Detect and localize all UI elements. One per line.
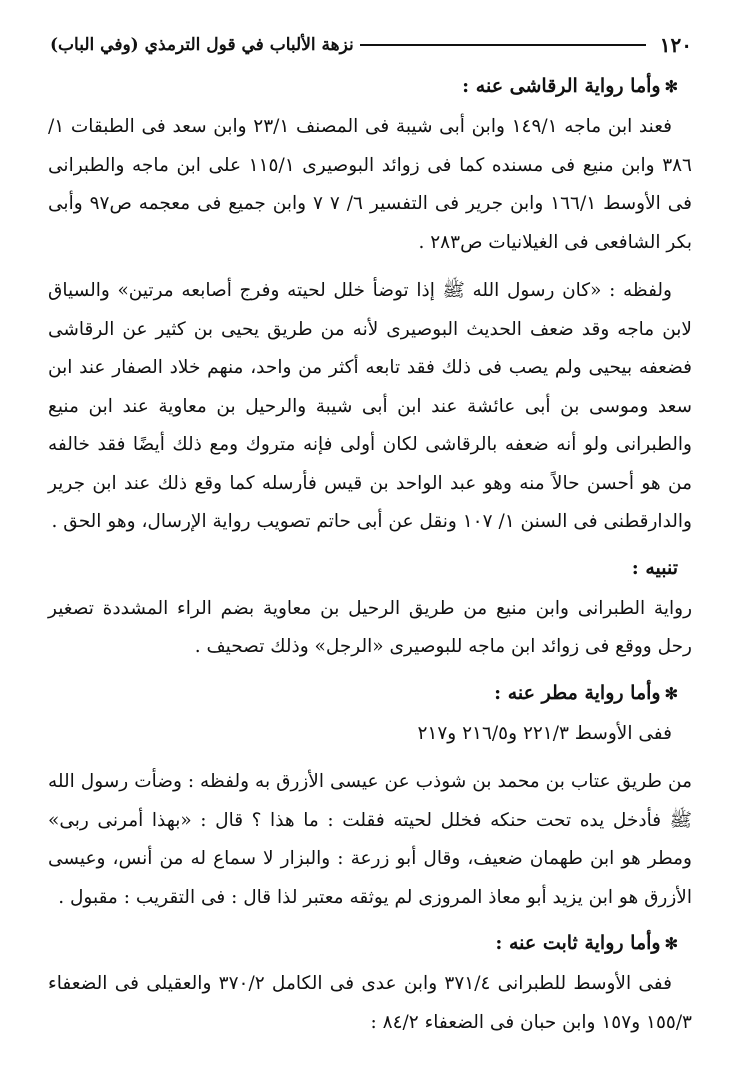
section-heading-raqashi: ✻وأما رواية الرقاشى عنه : [462, 75, 678, 97]
book-title: نزهة الألباب في قول الترمذي (وفي الباب) [50, 35, 354, 55]
paragraph-matar-sources: ففى الأوسط ٢٢١/٣ و٢١٦/٥ و٢١٧ [417, 722, 672, 744]
running-header [50, 30, 692, 60]
page-number: ١٢٠ [659, 33, 692, 57]
paragraph-matar-wording: من طريق عتاب بن محمد بن شوذب عن عيسى الأزرق به ولفظه : وضأت رسول الله ﷺ فأدخل يده تحت حنكه فخلل لحيته فقلت : ما هذا ؟ قال : «بهذا أمرنى ربى» ومطر هو ابن طهمان ضعيف، وقال أبو زرعة : والبزار لا سماع له من أنس، وعيسى الأزرق هو ابن يزيد أبو معاذ المروزى لم يوثقه معتبر لذا قال : فى التقريب : مقبول . [48, 771, 692, 908]
paragraph-note: رواية الطبرانى وابن منيع من طريق الرحيل بن معاوية بضم الراء المشددة تصغير رحل ووقع فى زوائد ابن ماجه للبوصيرى «الرجل» وذلك تصحيف . [48, 597, 692, 657]
header-rule [360, 44, 646, 46]
section-heading-matar: ✻وأما رواية مطر عنه : [494, 681, 678, 704]
paragraph-raqashi-sources: فعند ابن ماجه ١٤٩/١ وابن أبى شيبة فى المصنف ٢٣/١ وابن سعد فى الطبقات ١/ ٣٨٦ وابن منيع فى مسنده كما فى زوائد البوصيرى ١١٥/١ على ابن ماجه والطبرانى فى الأوسط ١٦٦/١ وابن جرير فى التفسير ٦/ ٧ ٧ وابن جميع فى معجمه ص٩٧ وأبى بكر الشافعى فى الغيلانيات ص٢٨٣ . [48, 116, 692, 253]
asterisk-icon: ✻ [664, 77, 678, 96]
paragraph-raqashi-wording: ولفظه : «كان رسول الله ﷺ إذا توضأ خلل لحيته وفرج أصابعه مرتين» والسياق لابن ماجه وقد ضعف الحديث البوصيرى لأنه من طريق يحيى بن كثير عن الرقاشى فضعفه بيحيى ولم يصب فى ذلك فقد تابعه أكثر من واحد، منهم خلاد الصفار عند ابن سعد وموسى بن أبى عائشة عند ابن أبى شيبة والرحيل بن معاوية عند ابن منيع والطبرانى ولو أنه ضعفه بالرقاشى لكان أولى فإنه متروك ومع ذلك أيضًا فقد خالفه من هو أحسن حالاً منه وهو عبد الواحد بن قيس فأرسله كما وقع ذلك عند ابن جرير والدارقطنى فى السنن ١/ ١٠٧ ونقل عن أبى حاتم تصويب رواية الإرسال، وهو الحق . [48, 280, 692, 532]
asterisk-icon: ✻ [664, 683, 678, 703]
section-heading-thabit: ✻وأما رواية ثابت عنه : [495, 932, 678, 954]
section-heading-note: تنبيه : [631, 556, 678, 579]
paragraph-thabit-sources: ففى الأوسط للطبرانى ٣٧١/٤ وابن عدى فى الكامل ٣٧٠/٢ والعقيلى فى الضعفاء ١٥٥/٣ و١٥٧ وابن حبان فى الضعفاء ٨٤/٢ : [48, 973, 692, 1033]
page-body [48, 64, 692, 1046]
asterisk-icon: ✻ [664, 934, 678, 953]
